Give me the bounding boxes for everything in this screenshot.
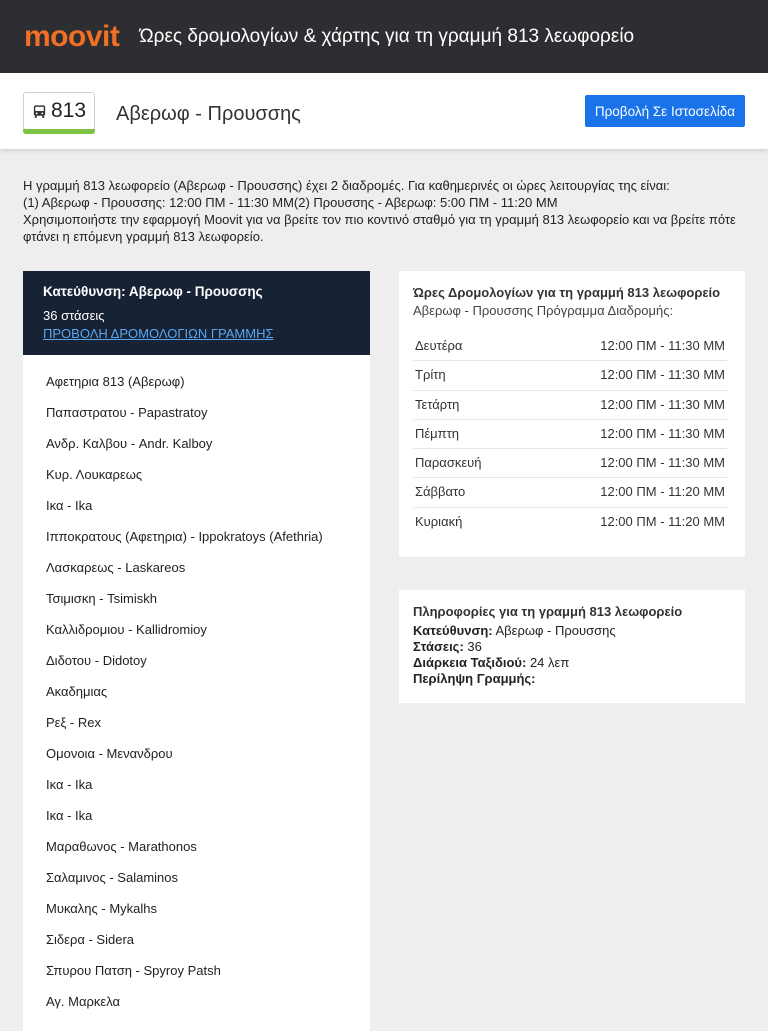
intro-text [23,177,745,245]
direction-stops-count: 36 στάσεις [43,308,105,323]
top-bar [0,0,768,73]
stops-list [23,366,370,1017]
schedule-row [413,420,727,449]
moovit-logo[interactable]: moovit [24,19,120,53]
intro-line: Χρησιμοποιήστε την εφαρμογή Moovit για να βρείτε τον πιο κοντινό σταθμό για τη γραμμή 813 λεωφορείο και να βρείτε πότε φτάνει η επόμενη γραμμή 813 λεωφορείο. [23,212,736,244]
intro-line: (1) Αβερωφ - Προυσσης: 12:00 ΠΜ - 11:30 ΜΜ(2) Προυσσης - Αβερωφ: 5:00 ΠΜ - 11:20 ΜΜ [23,195,558,210]
schedule-hours: 12:00 ΠΜ - 11:30 ΜΜ [600,425,725,441]
stop-item[interactable]: Καλλιδρομιου - Kallidromioy [46,622,207,637]
schedule-day: Πέμπτη [415,425,460,441]
info-summary [413,671,731,687]
schedule-row [413,508,727,536]
stop-item[interactable]: Σπυρου Πατση - Spyroy Patsh [46,963,221,978]
stop-item[interactable]: Σαλαμινος - Salaminos [46,870,178,885]
stop-item[interactable]: Ικα - Ika [46,777,93,792]
info-stops [413,639,731,655]
stop-item[interactable]: Κυρ. Λουκαρεως [46,467,143,482]
stop-item[interactable]: Ικα - Ika [46,498,93,513]
schedule-hours: 12:00 ΠΜ - 11:30 ΜΜ [600,338,725,353]
info-stops-value: 36 [467,639,482,654]
schedule-day: Τρίτη [415,367,446,383]
intro-line: Η γραμμή 813 λεωφορείο (Αβερωφ - Προυσσης) έχει 2 διαδρομές. Για καθημερινές οι ώρες λειτουργίας της είναι: [23,178,670,193]
route-badge [23,92,95,130]
schedule-row [413,361,727,390]
stop-item[interactable]: Ομονοια - Μενανδρου [46,746,173,761]
schedule-subtitle: Αβερωφ - Προυσσης Πρόγραμμα Διαδρομής: [413,303,674,318]
route-color-bar [23,129,95,134]
info-direction-label: Κατεύθυνση: [413,623,493,638]
route-name: Αβερωφ - Προυσσης [116,103,301,125]
direction-title: Κατεύθυνση: Αβερωφ - Προυσσης [43,284,263,299]
stop-item[interactable]: Ακαδημιας [46,684,108,699]
stop-item[interactable]: Παπαστρατου - Papastratoy [46,405,208,420]
stop-item[interactable]: Λασκαρεως - Laskareos [46,560,186,575]
info-card [399,590,745,703]
schedule-hours: 12:00 ΠΜ - 11:20 ΜΜ [600,513,725,529]
schedule-row [413,449,727,478]
schedule-card [399,271,745,557]
stop-item[interactable]: Ιπποκρατους (Αφετηρια) - Ippokratoys (Afethria) [46,529,323,544]
stop-item[interactable]: Διδοτου - Didotoy [46,653,147,668]
stop-item[interactable]: Αγ. Μαρκελα [46,994,121,1009]
schedule-day: Τετάρτη [415,396,460,412]
info-summary-label: Περίληψη Γραμμής: [413,671,536,686]
schedule-day: Κυριακή [415,513,463,529]
info-duration [413,655,731,671]
view-schedules-link[interactable]: ΠΡΟΒΟΛΗ ΔΡΟΜΟΛΟΓΙΩΝ ΓΡΑΜΜΗΣ [43,326,274,341]
info-duration-label: Διάρκεια Ταξιδιού: [413,655,527,670]
info-title: Πληροφορίες για τη γραμμή 813 λεωφορείο [413,604,683,619]
schedule-day: Δευτέρα [415,338,463,353]
schedule-hours: 12:00 ΠΜ - 11:30 ΜΜ [600,396,725,412]
schedule-day: Παρασκευή [415,455,482,471]
info-direction-value: Αβερωφ - Προυσσης [495,623,616,638]
stop-item[interactable]: Μυκαλης - Mykalhs [46,901,158,916]
route-header [0,73,768,149]
stop-item[interactable]: Μαραθωνος - Marathonos [46,839,197,854]
stop-item[interactable]: Σιδερα - Sidera [46,932,134,947]
schedule-row [413,332,727,361]
schedule-hours: 12:00 ΠΜ - 11:30 ΜΜ [600,367,725,383]
stop-item[interactable]: Ανδρ. Καλβου - Andr. Kalboy [46,436,213,451]
route-number: 813 [50,99,87,122]
bus-icon [32,104,47,119]
info-duration-value: 24 λεπ [529,655,570,670]
info-direction [413,623,731,639]
schedule-row [413,391,727,420]
direction-card [23,271,370,1031]
page-title: Ώρες δρομολογίων & χάρτης για τη γραμμή 813 λεωφορείο [139,25,635,47]
schedule-day: Σάββατο [415,484,466,500]
stop-item[interactable]: Ρεξ - Rex [46,715,101,730]
view-on-website-button[interactable]: Προβολή Σε Ιστοσελίδα [585,95,745,127]
stop-item[interactable]: Τσιμισκη - Tsimiskh [46,591,157,606]
stop-item[interactable]: Ικα - Ika [46,808,93,823]
schedule-row [413,478,727,507]
schedule-table [413,332,727,536]
schedule-title: Ώρες Δρομολογίων για τη γραμμή 813 λεωφορείο [413,285,721,300]
stop-item[interactable]: Αφετηρια 813 (Αβερωφ) [46,374,185,389]
schedule-hours: 12:00 ΠΜ - 11:20 ΜΜ [600,484,725,500]
info-stops-label: Στάσεις: [413,639,464,654]
schedule-hours: 12:00 ΠΜ - 11:30 ΜΜ [600,455,725,471]
direction-header [23,271,370,355]
